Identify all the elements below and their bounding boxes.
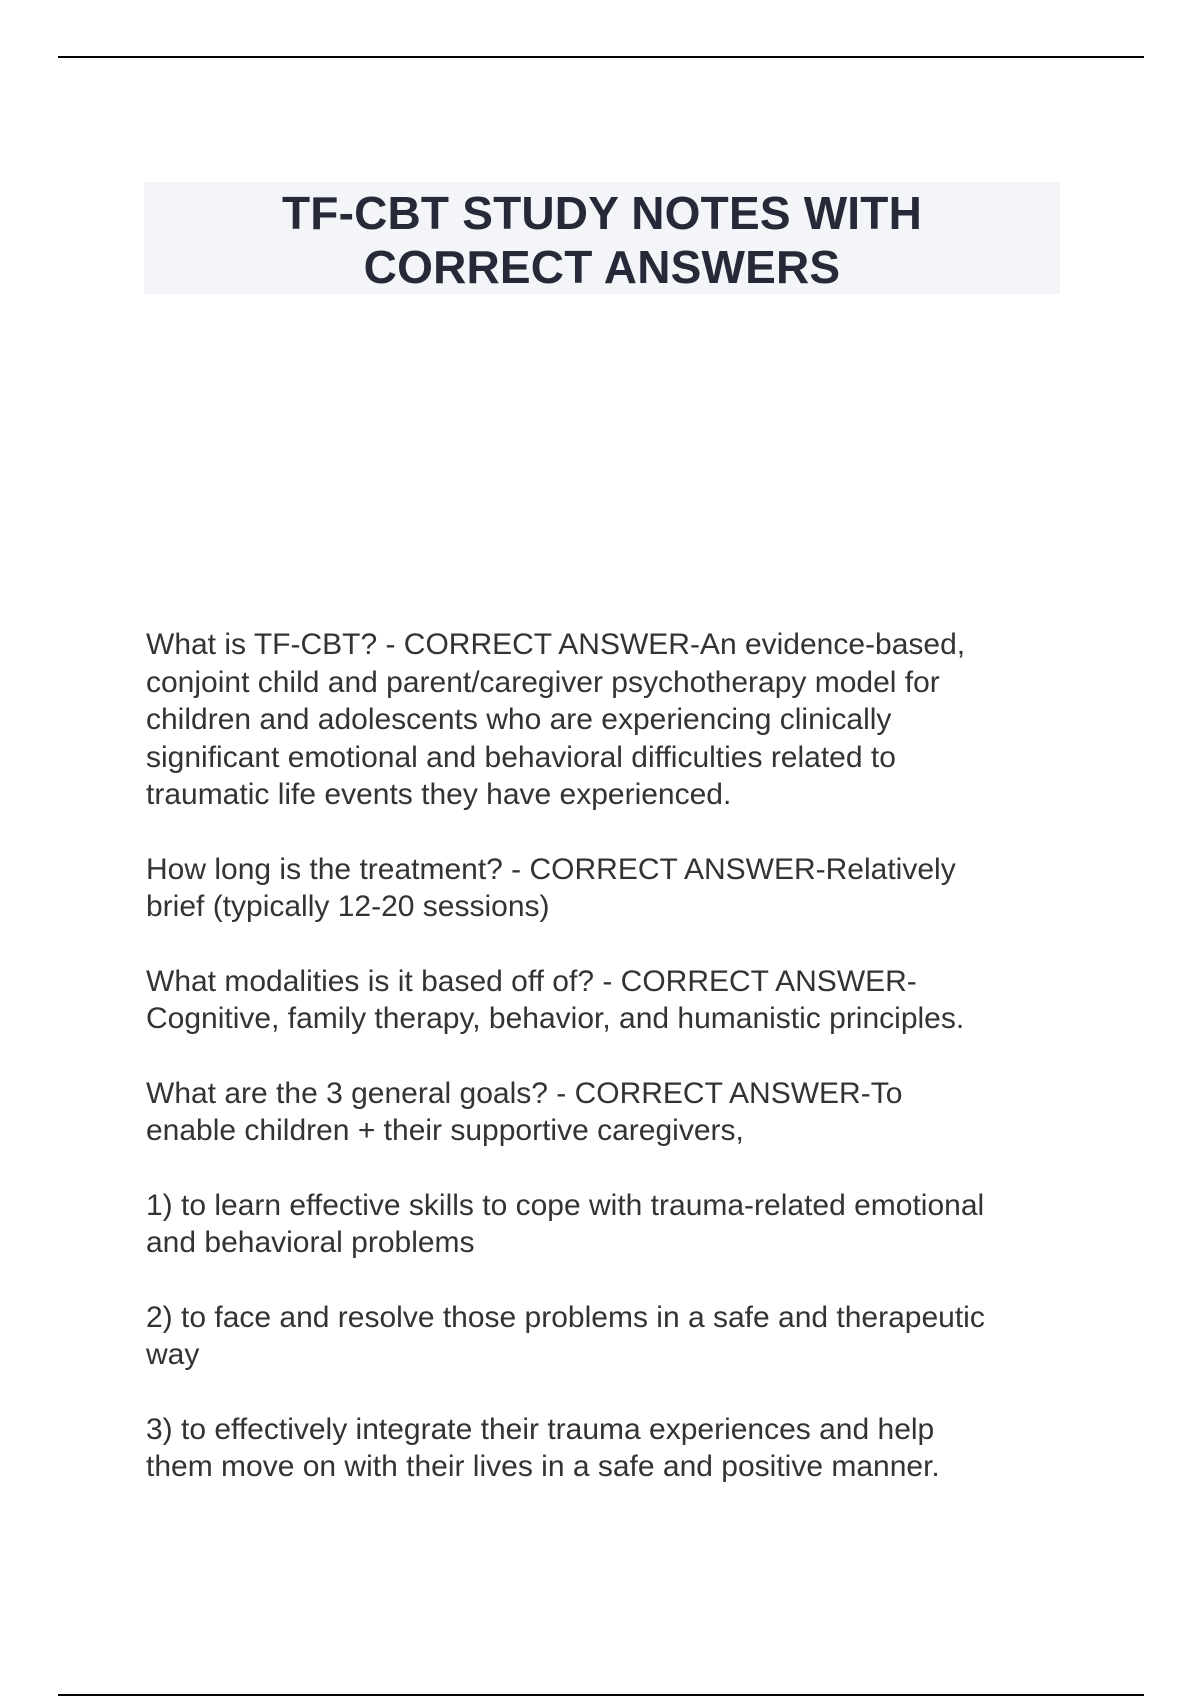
document-title-line-1: TF-CBT STUDY NOTES WITH (281, 187, 923, 239)
document-body (146, 626, 1076, 1523)
goal-item-2: 2) to face and resolve those problems in a safe and therapeutic way (146, 1300, 985, 1371)
goal-item-1: 1) to learn effective skills to cope with trauma-related emotional and behavioral problems (146, 1188, 985, 1259)
qa-what-is-tf-cbt: What is TF-CBT? - CORRECT ANSWER-An evidence-based, conjoint child and parent/caregiver psychotherapy model for children and adolescents who are experiencing clinically significant emotional and behavioral difficulties related to traumatic life events they have experienced. (146, 628, 966, 811)
document-title-box (144, 182, 1060, 294)
qa-general-goals: What are the 3 general goals? - CORRECT ANSWER-To enable children + their supportive caregivers, (146, 1076, 903, 1147)
qa-modalities: What modalities is it based off of? - CORRECT ANSWER- Cognitive, family therapy, behavior, and humanistic principles. (146, 964, 965, 1035)
document-title-line-2: CORRECT ANSWERS (363, 241, 841, 293)
goal-item-3: 3) to effectively integrate their trauma experiences and help them move on with their lives in a safe and positive manner. (146, 1412, 940, 1483)
bottom-rule (58, 1694, 1144, 1696)
qa-treatment-length: How long is the treatment? - CORRECT ANSWER-Relatively brief (typically 12-20 sessions) (146, 852, 956, 923)
top-rule (58, 56, 1144, 58)
